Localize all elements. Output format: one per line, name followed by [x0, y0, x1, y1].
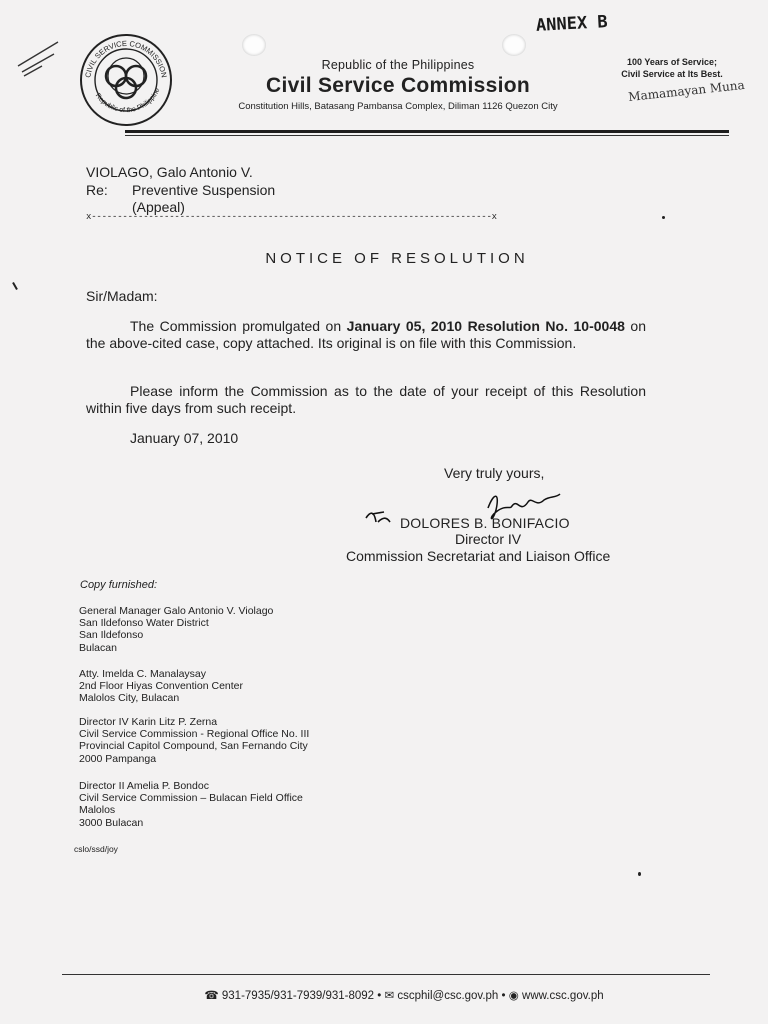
seal-inner-text: Republic of the Philippine: [93, 87, 162, 115]
footer-contacts: [0, 988, 768, 1002]
separator-line: x-----------------------------------------------------------------------------x: [86, 212, 497, 222]
recipient-block: [79, 780, 303, 829]
header-motto: [612, 56, 732, 80]
recipient-line: 2000 Pampanga: [79, 752, 157, 765]
recipient-line: Civil Service Commission – Bulacan Field Office: [79, 792, 303, 805]
header-rule: [125, 130, 729, 133]
recipient-block: [79, 605, 273, 654]
closing: Very truly yours,: [444, 465, 545, 481]
separator-dot: •: [501, 990, 509, 1002]
motto-signature: Mamamayan Muna: [627, 77, 746, 105]
motto-line1: 100 Years of Service;: [627, 57, 717, 67]
recipient-line: 2nd Floor Hiyas Convention Center: [79, 680, 244, 693]
recipient-line: 3000 Bulacan: [79, 816, 144, 829]
signer-name: DOLORES B. BONIFACIO: [400, 515, 570, 531]
footer-phone: 931-7935/931-7939/931-8092: [221, 990, 375, 1002]
reference-initials: cslo/ssd/joy: [74, 844, 118, 854]
footer-rule: [62, 974, 710, 975]
recipient-name: Director II Amelia P. Bondoc: [79, 780, 209, 792]
recipient-name: Atty. Imelda C. Manalaysay: [79, 668, 207, 680]
paragraph-1-pre: The Commission promulgated on: [130, 318, 347, 334]
scan-speck: [638, 872, 641, 876]
copy-furnished-label: Copy furnished:: [80, 579, 158, 591]
footer-email[interactable]: cscphil@csc.gov.ph: [397, 990, 499, 1002]
recipient-line: Bulacan: [79, 641, 117, 654]
signer-title: Director IV: [455, 531, 522, 547]
globe-icon: ◉: [508, 990, 519, 1002]
addressee-name: VIOLAGO, Galo Antonio V.: [86, 164, 253, 180]
recipient-line: San Ildefonso: [79, 629, 144, 642]
paragraph-2: Please inform the Commission as to the date of your receipt of this Resolution within five days from such receipt.: [86, 383, 646, 416]
annex-label: ANNEX B: [535, 12, 609, 36]
recipient-block: [79, 668, 243, 705]
motto-line2: Civil Service at Its Best.: [621, 69, 723, 79]
punch-hole: [242, 34, 266, 56]
recipient-line: Malolos City, Bulacan: [79, 692, 180, 705]
recipient-line: San Ildefonso Water District: [79, 617, 209, 630]
resolution-reference: January 05, 2010 Resolution No. 10-0048: [346, 318, 625, 334]
recipient-line: Malolos: [79, 804, 116, 817]
recipient-name: General Manager Galo Antonio V. Violago: [79, 605, 274, 617]
recipient-line: Provincial Capitol Compound, San Fernando City: [79, 740, 308, 753]
paragraph-1: [86, 318, 646, 352]
recipient-block: [79, 716, 309, 765]
recipient-line: Civil Service Commission - Regional Office No. III: [79, 728, 310, 741]
email-icon: ✉: [384, 990, 395, 1002]
notice-title: NOTICE OF RESOLUTION: [265, 250, 529, 267]
header-republic: Republic of the Philippines: [321, 58, 475, 72]
recipient-name: Director IV Karin Litz P. Zerna: [79, 716, 218, 728]
separator-dot: •: [377, 990, 385, 1002]
footer-web[interactable]: www.csc.gov.ph: [522, 990, 604, 1002]
seal-outer-text: CIVIL SERVICE COMMISSION: [83, 38, 169, 79]
letter-date: January 07, 2010: [130, 430, 239, 446]
scan-speck: [12, 282, 18, 290]
header-rule-thin: [125, 135, 729, 136]
re-subject: Preventive Suspension: [132, 182, 276, 198]
scan-speck: [662, 216, 665, 219]
re-label: Re:: [86, 182, 108, 198]
salutation: Sir/Madam:: [86, 288, 158, 304]
header-address: Constitution Hills, Batasang Pambansa Complex, Diliman 1126 Quezon City: [238, 101, 558, 112]
phone-icon: ☎: [204, 990, 219, 1002]
header-title: Civil Service Commission: [266, 74, 530, 97]
re-subject-detail: (Appeal): [132, 199, 185, 215]
punch-hole: [502, 34, 526, 56]
signer-office: Commission Secretariat and Liaison Office: [346, 548, 611, 564]
paragraph-1-post: on the above-cited case, copy attached. Its original is on file with this Commission.: [86, 318, 646, 351]
